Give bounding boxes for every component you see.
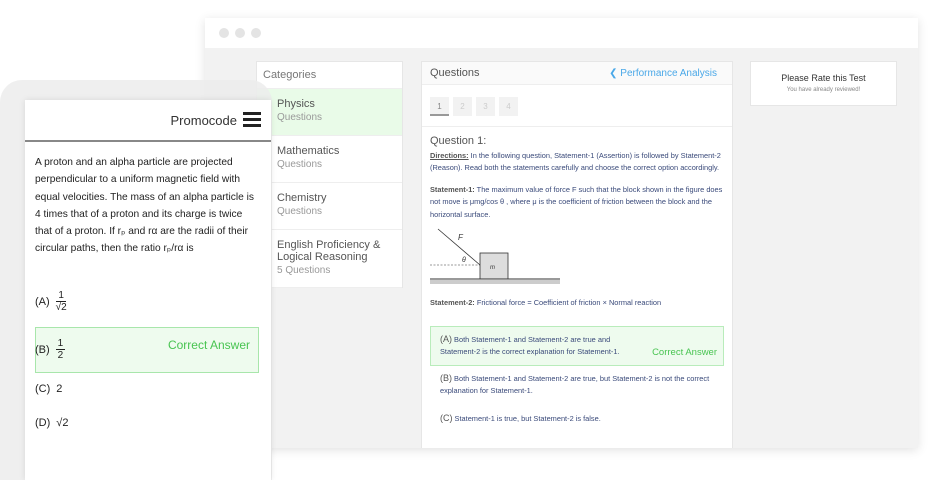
chevron-left-icon: ❮ bbox=[609, 68, 621, 79]
fraction: $\frac{1}{2}$ bbox=[57, 338, 64, 361]
option-b[interactable]: (B) Both Statement-1 and Statement-2 are true, but Statement-2 is not the correct explanation for Statement-1. bbox=[440, 372, 710, 395]
fig-label-theta: θ bbox=[462, 257, 466, 264]
page-button[interactable]: 3 bbox=[476, 97, 495, 116]
category-name: Physics bbox=[277, 98, 315, 110]
performance-analysis-link[interactable]: ❮ Performance Analysis bbox=[609, 68, 717, 79]
browser-window bbox=[205, 18, 918, 448]
correct-answer-label: Correct Answer bbox=[652, 347, 717, 358]
category-count: Questions bbox=[277, 159, 323, 170]
window-dot[interactable] bbox=[219, 28, 229, 38]
category-physics[interactable] bbox=[257, 89, 402, 136]
option-c[interactable]: (C) Statement-1 is true, but Statement-2 is false. bbox=[440, 412, 601, 423]
questions-panel bbox=[421, 61, 733, 448]
categories-panel bbox=[256, 61, 403, 288]
rate-subtitle: You have already reviewed! bbox=[786, 87, 861, 93]
statement-1: Statement-1: The maximum value of force F such that the block shown in the figure does not move is μmg/cos θ , where μ is the coefficient of friction between the block and the horizontal surface. bbox=[430, 184, 723, 219]
block-force-figure bbox=[430, 227, 570, 289]
category-english[interactable] bbox=[257, 230, 402, 288]
option-a[interactable]: (A) Both Statement-1 and Statement-2 are true and Statement-2 is the correct explanation for Statement-1. Correct Answer bbox=[430, 326, 724, 366]
categories-title: Categories bbox=[257, 62, 402, 89]
window-dot[interactable] bbox=[251, 28, 261, 38]
directions: Directions: In the following question, Statement-1 (Assertion) is followed by Statement-2 (Reason). Read both the statements carefully and choose the correct option accordingly. bbox=[430, 150, 721, 172]
rate-title: Please Rate this Test bbox=[781, 73, 866, 83]
fig-label-m: m bbox=[490, 265, 495, 271]
hamburger-menu-icon[interactable] bbox=[243, 112, 261, 127]
category-count: Questions bbox=[277, 206, 323, 217]
questions-title: Questions bbox=[430, 67, 480, 79]
category-name: Mathematics bbox=[277, 145, 340, 157]
category-name: English Proficiency & bbox=[277, 239, 381, 251]
category-count: 5 Questions bbox=[277, 265, 331, 276]
phone-option-b[interactable]: (B) $\frac{1}{2}$ bbox=[35, 338, 64, 361]
fig-label-F: F bbox=[458, 233, 463, 242]
fraction: $\frac{1}{√2}$ bbox=[55, 290, 67, 313]
category-name: Logical Reasoning bbox=[277, 251, 368, 263]
phone-header bbox=[25, 100, 271, 142]
page-button[interactable]: 2 bbox=[453, 97, 472, 116]
phone-option-d[interactable]: (D) √2 bbox=[35, 417, 69, 429]
page-button[interactable]: 4 bbox=[499, 97, 518, 116]
category-mathematics[interactable] bbox=[257, 136, 402, 183]
page-button[interactable]: 1 bbox=[430, 97, 449, 116]
category-count: Questions bbox=[277, 112, 323, 123]
phone-frame bbox=[0, 80, 272, 480]
title-bar bbox=[205, 18, 918, 48]
phone-question: A proton and an alpha particle are projected perpendicular to a uniform magnetic field with equal velocities. The mass of an alpha particle is 4 times that of a proton and its charge is twice that of a proton. If rₚ and rα are the radii of their circular paths, then the ratio rₚ/rα is bbox=[35, 157, 254, 255]
phone-option-a[interactable]: (A) $\frac{1}{√2}$ bbox=[35, 290, 67, 313]
phone-screen bbox=[25, 100, 271, 480]
category-chemistry[interactable] bbox=[257, 183, 402, 230]
question-pager bbox=[422, 85, 732, 127]
correct-answer-label: Correct Answer bbox=[167, 338, 250, 352]
ground-hatch bbox=[430, 280, 560, 284]
phone-option-b-correct[interactable] bbox=[35, 327, 259, 373]
phone-option-c[interactable]: (C) 2 bbox=[35, 383, 63, 395]
question-title: Question 1: bbox=[430, 135, 487, 147]
statement-2: Statement-2: Frictional force = Coefficient of friction × Normal reaction bbox=[430, 298, 662, 307]
promocode-link[interactable]: Promocode bbox=[170, 113, 237, 128]
rate-test-panel[interactable] bbox=[750, 61, 897, 106]
window-dot[interactable] bbox=[235, 28, 245, 38]
category-name: Chemistry bbox=[277, 192, 327, 204]
